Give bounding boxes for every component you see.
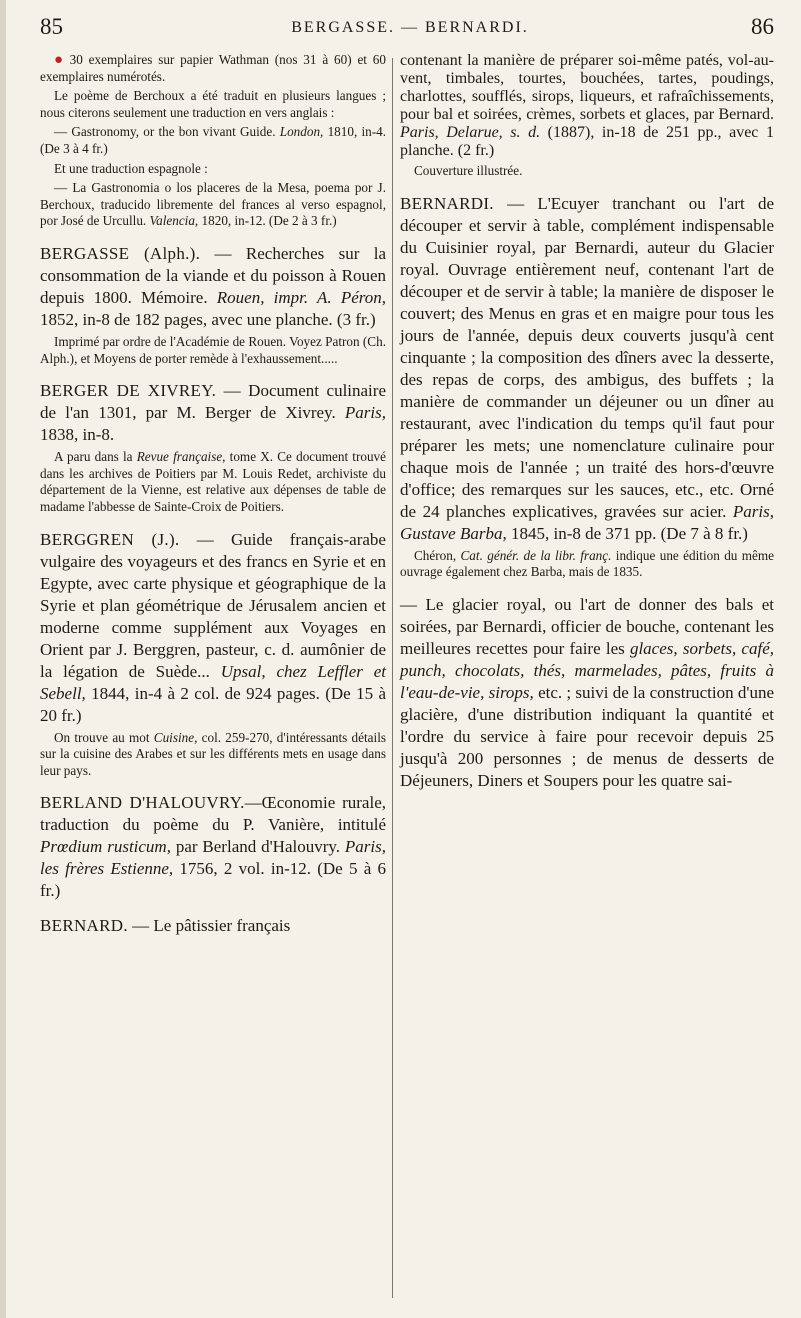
left-column	[40, 52, 386, 937]
entry-heading: BERGGREN (J.).	[40, 529, 180, 549]
text-run: Chéron,	[414, 547, 461, 563]
text-run: A paru dans la	[54, 449, 137, 465]
text-run: — Le pâtissier français	[127, 916, 291, 936]
text-run: (1887), in-18 de 251 pp., avec 1 planche. (2 fr.)	[400, 124, 774, 159]
italic-text: glaces, sorbets, café, punch, chocolats, thés, marmelades, pâtes, fruits à l'eau-de-vie, sirops,	[400, 638, 774, 702]
bibliography-entry	[40, 792, 386, 902]
bibliography-entry	[40, 529, 386, 727]
text-run: —Œconomie rurale, traduction du poème du P. Vanière, intitulé	[40, 793, 386, 835]
text-run: contenant la manière de préparer soi-même patés, vol-au-vent, timbales, tourtes, bouchées, tartes, poudings, charlottes, soufflés, sirops, liqueurs, et rafraîchissements, pour bal et soirées, crèmes, sorbets et glaces, par Bernard.	[400, 52, 774, 123]
running-title: BERGASSE. — BERNARDI.	[291, 19, 529, 36]
text-run: — Guide français-arabe vulgaire des voyageurs et des francs en Syrie et en Egypte, avec carte physique et géographique de la Syrie et plan géométrique de Jérusalem ancien et moderne comme supplément aux Voyages en Orient par J. Berggren, pasteur, c. d. aumônier de la légation de Suède...	[40, 529, 386, 681]
text-run: Le poème de Berchoux a été traduit en plusieurs langues ; nous citerons seulement une traduction en vers anglais :	[40, 88, 386, 120]
text-run: — Document culinaire de l'an 1301, par M. Berger de Xivrey.	[40, 381, 386, 423]
text-run: indique une édition du même ouvrage également chez Barba, mais de 1835.	[400, 547, 774, 580]
text-run: — L'Ecuyer tranchant ou l'art de découper et servir à table, complément indispensable du Cuisinier royal, par Bernardi, auteur du Glacier royal. Ouvrage entièrement neuf, contenant l'art de découper et de servir à table; la manière de disposer le couvert; des Menus en gras et en maigre pour tous les jours de l'année, depuis deux couverts jusqu'à cent cinquante ; la composition des dîners avec la desserte, des repas de corps, des ambigus, des buffets ; la manière de commander un déjeuner ou un dîner au restaurant, avec l'indication du temps qu'il faut pour préparer les mets; une nomenclature culinaire pour chaque mois de l'année ; un traité des hors-d'œuvre d'office; des remarques sur les sauces, etc., etc. Orné de 24 planches explicatives, gravées sur acier.	[400, 193, 774, 521]
italic-text: London,	[279, 124, 324, 140]
column-divider	[392, 58, 393, 1298]
bibliography-entry	[40, 243, 386, 331]
italic-text: Paris,	[344, 403, 386, 423]
text-run: On trouve au mot	[54, 729, 154, 745]
italic-text: Paris, Delarue, s. d.	[400, 124, 541, 141]
bibliography-entry	[40, 380, 386, 446]
italic-text: Prœdium rusticum,	[40, 837, 171, 857]
entry-note	[40, 334, 386, 367]
italic-text: Cat. génér. de la libr. franç.	[460, 547, 612, 563]
bibliography-entry	[40, 915, 386, 937]
entry-heading: BERGASSE (Alph.).	[40, 243, 201, 263]
entry-note	[40, 730, 386, 780]
text-run: 1852, in-8 de 182 pages, avec une planche. (3 fr.)	[40, 309, 376, 329]
entry-heading: BERGER DE XIVREY.	[40, 381, 217, 401]
text-run: 30 exemplaires sur papier Wathman (nos 31 à 60) et 60 exemplaires numérotés.	[40, 52, 386, 84]
italic-text: Rouen, impr. A. Péron,	[216, 287, 387, 307]
italic-text: Paris, les frères Estienne,	[40, 837, 386, 879]
italic-text: Paris, Gustave Barba,	[400, 501, 774, 543]
bibliography-entry	[400, 594, 774, 792]
text-run: Imprimé par ordre de l'Académie de Rouen. Voyez Patron (Ch. Alph.), et Moyens de porter remède à l'exhaussement.....	[40, 333, 386, 366]
entry-heading: BERNARDI.	[400, 193, 494, 213]
text-run: 1844, in-4 à 2 col. de 924 pages. (De 15 à 20 fr.)	[40, 683, 386, 725]
text-run: 1820, in-12. (De 2 à 3 fr.)	[198, 213, 337, 229]
text-run: 1756, 2 vol. in-12. (De 5 à 6 fr.)	[40, 859, 386, 901]
entry-note	[40, 449, 386, 515]
entry-heading: BERLAND D'HALOUVRY.	[40, 793, 245, 813]
text-run: 1838, in-8.	[40, 425, 115, 445]
running-header	[40, 12, 780, 42]
page-number-left: 85	[40, 14, 63, 39]
text-run: — Le glacier royal, ou l'art de donner des bals et soirées, par Bernardi, officier de bouche, contenant les meilleures recettes pour faire les	[400, 594, 774, 658]
entry-continuation	[400, 52, 774, 160]
text-run: col. 259-270, d'intéressants détails sur la cuisine des Arabes et sur les différents mets en usage dans leur pays.	[40, 729, 386, 778]
italic-text: Valencia,	[149, 213, 199, 229]
italic-text: Upsal, chez Leffler et Sebell,	[40, 661, 387, 703]
text-run: etc. ; suivi de la construction d'une glacière, d'une distribution indiquant la quantité et l'ordre du service à faire pour recevoir depuis 25 jusqu'à 200 personnes ; de menus de desserts de Déjeuners, Diners et Soupers pour les quatre sai-	[400, 682, 774, 790]
entry-heading: BERNARD.	[40, 916, 128, 936]
right-column	[400, 52, 774, 792]
entry-note	[400, 548, 774, 581]
italic-text: Cuisine,	[153, 729, 198, 745]
entry-note	[40, 52, 386, 85]
entry-note	[400, 163, 774, 180]
entry-note	[40, 88, 386, 121]
text-run: 1845, in-8 de 371 pp. (De 7 à 8 fr.)	[506, 523, 748, 543]
text-run: — Recherches sur la consommation de la viande et du poisson à Rouen depuis 1800. Mémoire.	[40, 243, 386, 307]
bibliography-entry	[400, 193, 774, 545]
text-run: — La Gastronomia o los placeres de la Mesa, poema por J. Berchoux, traducido libremente del frances al verso espagnol, por José de Urcullu.	[40, 180, 386, 229]
text-run: Couverture illustrée.	[414, 163, 523, 178]
page-number-right: 86	[751, 14, 774, 39]
text-run: — Gastronomy, or the bon vivant Guide.	[54, 124, 280, 140]
italic-text: Revue française,	[136, 449, 226, 465]
text-run: tome X. Ce document trouvé dans les archives de Poitiers par M. Louis Redet, archiviste du département de la Vienne, est relative aux dépenses de table de madame l'abbesse de Sainte-Croix de Poitiers.	[40, 449, 386, 514]
text-run: Et une traduction espagnole :	[54, 160, 208, 176]
text-run: 1810, in-4. (De 3 à 4 fr.)	[40, 124, 386, 156]
text-run: par Berland d'Halouvry.	[170, 837, 345, 857]
red-dot-icon: ●	[54, 52, 66, 68]
entry-note	[40, 180, 386, 230]
entry-note	[40, 124, 386, 157]
entry-note	[40, 161, 386, 178]
page-edge	[0, 0, 6, 1318]
